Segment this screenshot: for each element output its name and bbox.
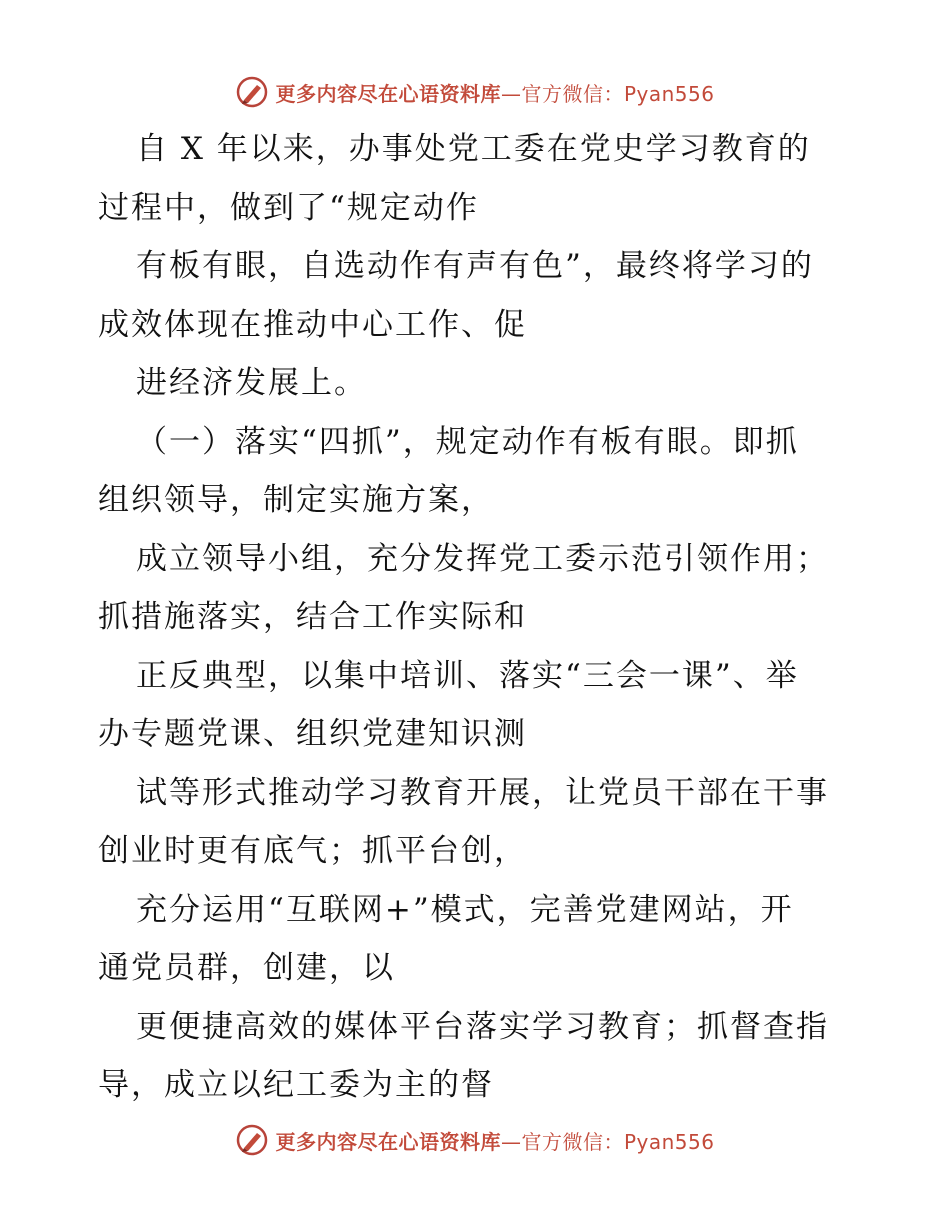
watermark-text: 更多内容尽在心语资料库—官方微信：Pyan556 [275, 81, 715, 106]
pen-logo-icon [235, 1123, 269, 1157]
watermark-header [0, 72, 950, 112]
pen-logo-icon [235, 75, 269, 109]
text-line: 更便捷高效的媒体平台落实学习教育；抓督查指 [136, 1008, 829, 1045]
text-line: 试等形式推动学习教育开展，让党员干部在干事 [136, 774, 829, 811]
text-line: 抓措施落实，结合工作实际和 [98, 599, 527, 635]
text-line: 通党员群，创建，以 [98, 950, 395, 986]
text-line: 组织领导，制定实施方案， [98, 482, 494, 518]
text-line: （一）落实“四抓”，规定动作有板有眼。即抓 [136, 423, 799, 460]
watermark-text: 更多内容尽在心语资料库—官方微信：Pyan556 [275, 1129, 715, 1154]
text-line: 创业时更有底气；抓平台创， [98, 833, 527, 869]
text-line: 自 X 年以来，办事处党工委在党史学习教育的 [136, 131, 811, 167]
document-body [98, 120, 858, 1115]
text-line: 正反典型，以集中培训、落实“三会一课”、举 [136, 657, 799, 694]
text-line: 导，成立以纪工委为主的督 [98, 1067, 494, 1103]
text-line: 办专题党课、组织党建知识测 [98, 716, 527, 752]
text-line: 成效体现在推动中心工作、促 [98, 306, 527, 343]
text-line: 有板有眼，自选动作有声有色”，最终将学习的 [136, 248, 814, 284]
text-line: 成立领导小组，充分发挥党工委示范引领作用； [136, 540, 829, 577]
text-line: 进经济发展上。 [136, 365, 367, 401]
text-line: 过程中，做到了“规定动作 [98, 189, 479, 226]
watermark-footer [0, 1120, 950, 1160]
text-line: 充分运用“互联网+”模式，完善党建网站，开 [136, 891, 794, 928]
